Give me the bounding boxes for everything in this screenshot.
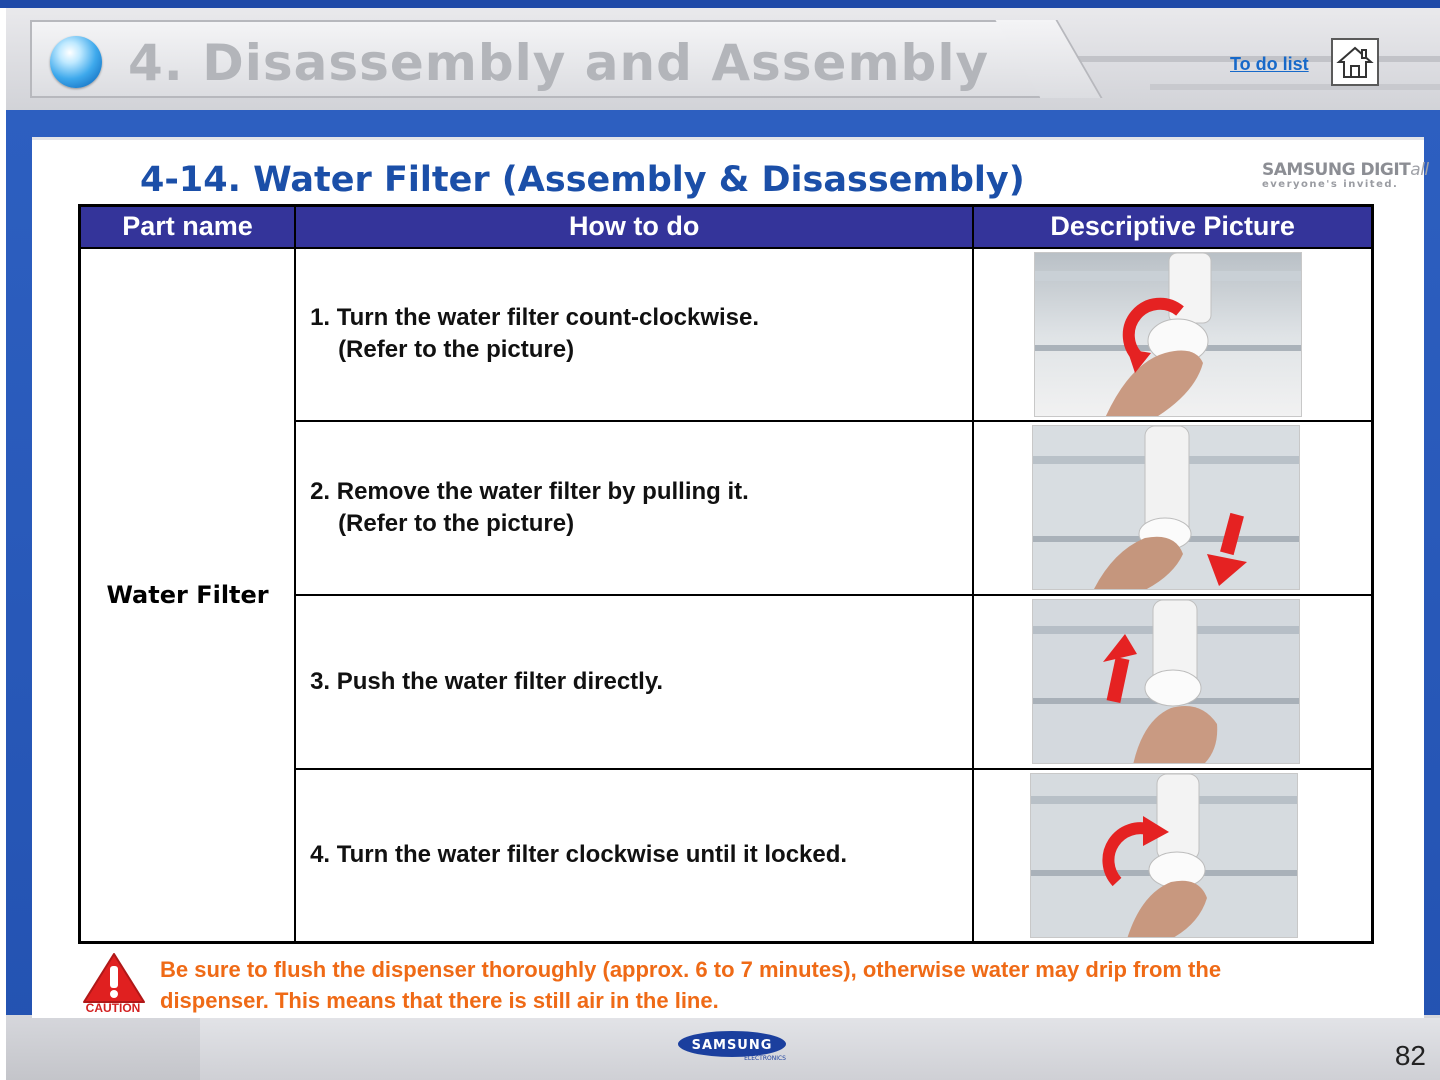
column-header-how-to-do: How to do	[295, 206, 973, 248]
section-title: 4-14. Water Filter (Assembly & Disassembly)	[140, 160, 1025, 200]
footer-band-light	[200, 1018, 1440, 1080]
table-row	[80, 248, 1373, 422]
step-1-text: 1. Turn the water filter count-clockwise. (Refer to the picture)	[295, 248, 973, 422]
step-4-picture-cell	[973, 769, 1372, 943]
header-rail-lower	[1150, 84, 1440, 90]
page-title: 4. Disassembly and Assembly	[128, 34, 990, 92]
table-header-row	[80, 206, 1373, 248]
part-name-cell: Water Filter	[80, 248, 296, 943]
caution-label: CAUTION	[85, 1001, 141, 1015]
step-2-text: 2. Remove the water filter by pulling it. (Refer to the picture)	[295, 421, 973, 595]
todo-list-link[interactable]: To do list	[1230, 54, 1309, 74]
samsung-digital-logo: SAMSUNG DIGITall everyone's invited.	[1262, 160, 1429, 190]
column-header-part-name: Part name	[80, 206, 296, 248]
column-header-picture: Descriptive Picture	[973, 206, 1372, 248]
step-3-picture-cell	[973, 595, 1372, 769]
step-1-photo	[1034, 252, 1302, 417]
home-icon	[1336, 43, 1374, 81]
samsung-logo-text: SAMSUNG	[691, 1038, 773, 1053]
step-4-text: 4. Turn the water filter clockwise until it locked.	[295, 769, 973, 943]
step-2-picture-cell	[973, 421, 1372, 595]
step-1-picture-cell	[973, 248, 1372, 422]
procedure-table	[78, 204, 1374, 944]
samsung-logo-sub: ELECTRONICS	[744, 1055, 786, 1062]
step-3-text: 3. Push the water filter directly.	[295, 595, 973, 769]
step-3-photo	[1032, 599, 1300, 764]
page-number: 82	[1394, 1040, 1426, 1071]
step-4-photo	[1030, 773, 1298, 938]
caution-text: Be sure to flush the dispenser thoroughly (approx. 6 to 7 minutes), otherwise water may drip from the dispenser. This means that there is still air in the line.	[160, 957, 1222, 1013]
header-top-bar	[0, 0, 1440, 8]
step-2-photo	[1032, 425, 1300, 590]
globe-icon	[50, 36, 102, 88]
samsung-logo	[676, 1030, 800, 1062]
home-button[interactable]	[1331, 38, 1379, 86]
